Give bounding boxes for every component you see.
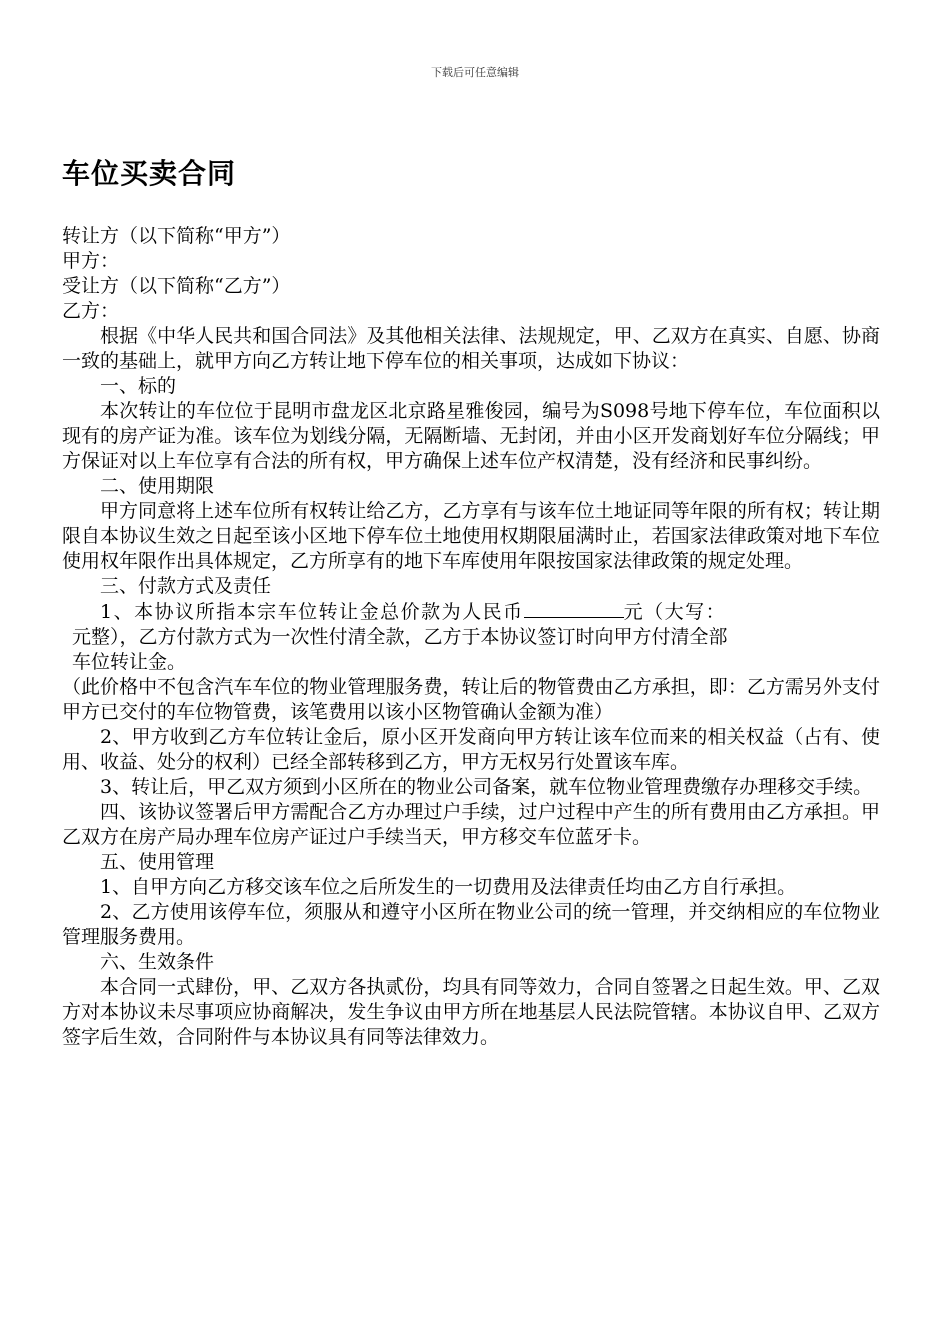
transferee-heading: 受让方（以下简称“乙方”） — [62, 275, 291, 297]
section-5-item-1: 1、自甲方向乙方移交该车位之后所发生的一切费用及法律责任均由乙方自行承担。 — [100, 876, 797, 898]
section-2-heading: 二、使用期限 — [100, 475, 215, 497]
section-6-body: 本合同一式肆份，甲、乙双方各执贰份，均具有同等效力，合同自签署之日起生效。甲、乙双方对本协议未尽事项应协商解决，发生争议由甲方所在地基层人民法院管辖。本协议自甲、乙双方签字后生效，合同附件与本协议具有同等法律效力。 — [62, 976, 880, 1048]
section-6-heading: 六、生效条件 — [100, 951, 215, 973]
header-note: 下载后可任意编辑 — [431, 66, 519, 79]
section-5-item-2: 2、乙方使用该停车位，须服从和遵守小区所在物业公司的统一管理，并交纳相应的车位物业管理服务费用。 — [62, 901, 880, 948]
section-3-item-1-line-2: 元整），乙方付款方式为一次性付清全款，乙方于本协议签订时向甲方付清全部 — [72, 626, 728, 648]
section-3-heading: 三、付款方式及责任 — [100, 575, 272, 597]
price-blank-field — [524, 599, 624, 618]
section-3-item-1-line-3: 车位转让金。 — [72, 651, 187, 673]
section-5-heading: 五、使用管理 — [100, 851, 215, 873]
document-title: 车位买卖合同 — [62, 157, 237, 190]
section-3-item-1 — [62, 599, 880, 625]
transferor-heading: 转让方（以下简称“甲方”） — [62, 225, 291, 247]
section-1-heading: 一、标的 — [100, 375, 177, 397]
contract-body — [62, 224, 880, 1050]
section-4-body: 四、该协议签署后甲方需配合乙方办理过户手续，过户过程中产生的所有费用由乙方承担。甲乙双方在房产局办理车位房产证过户手续当天，甲方移交车位蓝牙卡。 — [62, 801, 880, 848]
price-prefix: 1、本协议所指本宗车位转让金总价款为人民币 — [100, 601, 524, 623]
section-2-body: 甲方同意将上述车位所有权转让给乙方，乙方享有与该车位土地证同等年限的所有权；转让期限自本协议生效之日起至该小区地下停车位土地使用权期限届满时止，若国家法律政策对地下车位使用权年限作出具体规定，乙方所享有的地下车库使用年限按国家法律政策的规定处理。 — [62, 500, 880, 572]
section-3-note: （此价格中不包含汽车车位的物业管理服务费，转让后的物管费由乙方承担，即：乙方需另外支付甲方已交付的车位物管费，该笔费用以该小区物管确认金额为准） — [62, 676, 880, 723]
party-b-label: 乙方： — [62, 300, 120, 322]
section-3-item-3: 3、转让后，甲乙双方须到小区所在的物业公司备案，就车位物业管理费缴存办理移交手续。 — [100, 776, 873, 798]
section-3-item-2: 2、甲方收到乙方车位转让金后，原小区开发商向甲方转让该车位而来的相关权益（占有、使用、收益、处分的权利）已经全部转移到乙方，甲方无权另行处置该车库。 — [62, 726, 880, 773]
section-1-body: 本次转让的车位位于昆明市盘龙区北京路星雅俊园，编号为S098号地下停车位，车位面积以现有的房产证为准。该车位为划线分隔，无隔断墙、无封闭，并由小区开发商划好车位分隔线；甲方保证对以上车位享有合法的所有权，甲方确保上述车位产权清楚，没有经济和民事纠纷。 — [62, 400, 880, 472]
preamble-paragraph: 根据《中华人民共和国合同法》及其他相关法律、法规规定，甲、乙双方在真实、自愿、协商一致的基础上，就甲方向乙方转让地下停车位的相关事项，达成如下协议： — [62, 325, 880, 372]
price-suffix: 元（大写： — [623, 601, 727, 623]
party-a-label: 甲方： — [62, 250, 120, 272]
